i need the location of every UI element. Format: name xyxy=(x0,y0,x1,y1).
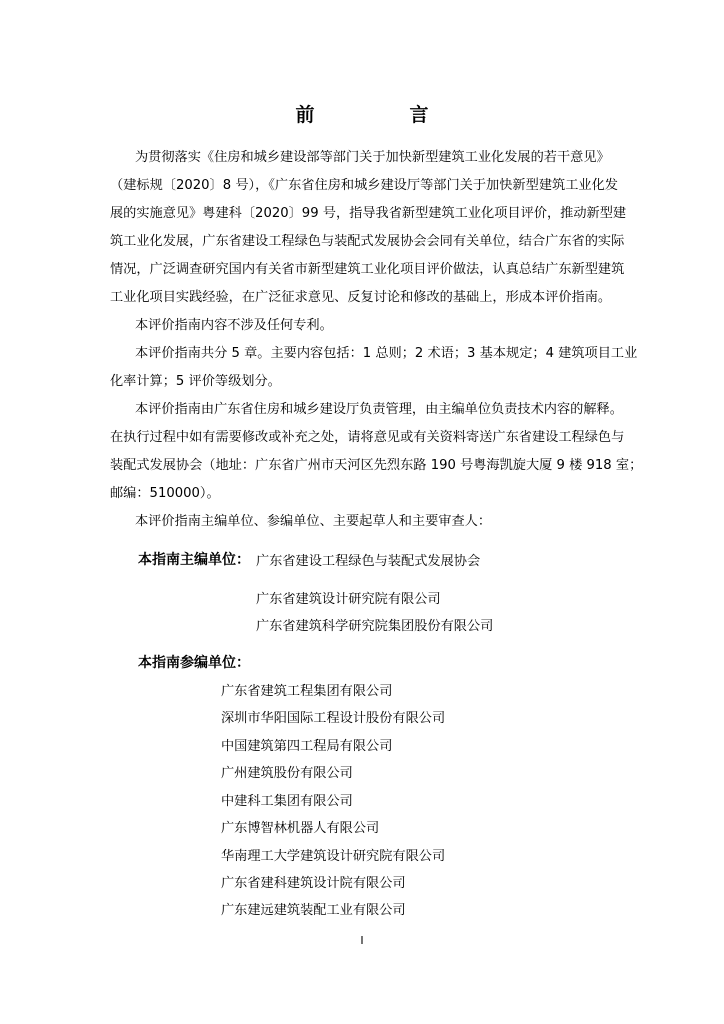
para3-line-2: 化率计算；5 评价等级划分。 xyxy=(110,374,281,389)
participating-unit-7: 华南理工大学建筑设计研究院有限公司 xyxy=(221,849,446,864)
para1-line-5: 情况，广泛调查研究国内有关省市新型建筑工业化项目评价做法，认真总结广东新型建筑 xyxy=(110,262,625,277)
participating-unit-9: 广东建远建筑装配工业有限公司 xyxy=(221,903,406,918)
para1-line-3: 展的实施意见》粤建科〔2020〕99 号，指导我省新型建筑工业化项目评价，推动新型建 xyxy=(110,206,627,221)
para1-line-1: 为贯彻落实《住房和城乡建设部等部门关于加快新型建筑工业化发展的若干意见》 xyxy=(135,150,610,165)
participating-unit-4: 广州建筑股份有限公司 xyxy=(221,766,353,781)
participating-unit-6: 广东博智林机器人有限公司 xyxy=(221,821,380,836)
para2-line: 本评价指南内容不涉及任何专利。 xyxy=(135,318,333,333)
para3-line-1: 本评价指南共分 5 章。主要内容包括：1 总则；2 术语；3 基本规定；4 建筑项目工业 xyxy=(135,346,638,361)
participating-unit-5: 中建科工集团有限公司 xyxy=(221,794,353,809)
para4-line-4: 邮编：510000）。 xyxy=(110,486,220,501)
para4-line-2: 在执行过程中如有需要修改或补充之处，请将意见或有关资料寄送广东省建设工程绿色与 xyxy=(110,430,625,445)
para1-line-4: 筑工业化发展，广东省建设工程绿色与装配式发展协会会同有关单位，结合广东省的实际 xyxy=(110,234,625,249)
participating-unit-3: 中国建筑第四工程局有限公司 xyxy=(221,739,393,754)
para1-line-6: 工业化项目实践经验，在广泛征求意见、反复讨论和修改的基础上，形成本评价指南。 xyxy=(110,290,612,305)
chief-editor-unit-1: 广东省建设工程绿色与装配式发展协会 xyxy=(256,554,481,569)
page-title: 前 言 xyxy=(295,104,467,126)
chief-editor-label: 本指南主编单位： xyxy=(138,552,250,568)
participating-unit-8: 广东省建科建筑设计院有限公司 xyxy=(221,876,406,891)
participating-unit-2: 深圳市华阳国际工程设计股份有限公司 xyxy=(221,711,446,726)
participating-label: 本指南参编单位： xyxy=(138,655,250,671)
chief-editor-unit-3: 广东省建筑科学研究院集团股份有限公司 xyxy=(256,619,494,634)
para1-line-2: （建标规〔2020〕8 号），《广东省住房和城乡建设厅等部门关于加快新型建筑工业化发 xyxy=(110,178,618,193)
chief-editor-unit-2: 广东省建筑设计研究院有限公司 xyxy=(256,592,441,607)
para5-line: 本评价指南主编单位、参编单位、主要起草人和主要审查人： xyxy=(135,514,492,529)
page-number: I xyxy=(360,934,364,947)
participating-unit-1: 广东省建筑工程集团有限公司 xyxy=(221,684,393,699)
para4-line-1: 本评价指南由广东省住房和城乡建设厅负责管理，由主编单位负责技术内容的解释。 xyxy=(135,402,623,417)
para4-line-3: 装配式发展协会（地址：广东省广州市天河区先烈东路 190 号粤海凯旋大厦 9 楼 918 室； xyxy=(110,458,643,473)
